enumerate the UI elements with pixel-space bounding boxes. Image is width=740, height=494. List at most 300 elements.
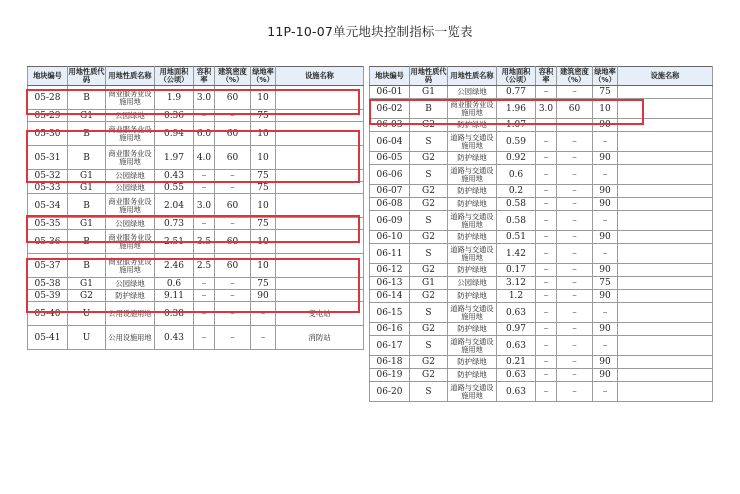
table-row <box>370 119 713 132</box>
far-cell: – <box>194 326 215 350</box>
land-name-cell: 防护绿地 <box>448 290 497 303</box>
area-cell: 1.42 <box>497 244 536 264</box>
green-rate-cell: 90 <box>593 369 618 382</box>
facility-cell <box>618 369 713 382</box>
land-name-cell: 道路与交通设施用地 <box>448 211 497 231</box>
land-name-cell: 防护绿地 <box>448 231 497 244</box>
land-name-cell: 防护绿地 <box>448 356 497 369</box>
table-row <box>28 170 364 182</box>
table-row <box>370 86 713 99</box>
far-cell: – <box>194 290 215 302</box>
land-code-cell: G1 <box>410 277 448 290</box>
green-rate-cell: – <box>251 302 276 326</box>
density-cell: – <box>215 182 251 194</box>
green-rate-cell: – <box>593 132 618 152</box>
density-cell: – <box>557 336 593 356</box>
land-name-cell: 公用设施用地 <box>106 302 155 326</box>
table-row <box>28 86 364 110</box>
table-header-row <box>28 67 364 86</box>
facility-cell: 变电站 <box>276 302 364 326</box>
land-code-cell: S <box>410 244 448 264</box>
land-name-cell: 公园绿地 <box>106 218 155 230</box>
land-name-cell: 道路与交通设施用地 <box>448 303 497 323</box>
facility-cell <box>618 86 713 99</box>
density-cell: – <box>215 302 251 326</box>
land-name-cell: 商业服务业设施用地 <box>106 122 155 146</box>
green-rate-cell: 90 <box>251 290 276 302</box>
table-row <box>370 369 713 382</box>
plot-id-cell: 06-06 <box>370 165 410 185</box>
land-code-cell: G1 <box>68 278 106 290</box>
plot-id-cell: 06-18 <box>370 356 410 369</box>
green-rate-cell: 90 <box>593 323 618 336</box>
far-cell: – <box>536 356 557 369</box>
land-name-cell: 公园绿地 <box>106 110 155 122</box>
area-cell: 0.6 <box>497 165 536 185</box>
area-cell: 0.73 <box>155 218 194 230</box>
table-row <box>370 290 713 303</box>
header-cell: 建筑密度（%） <box>215 67 251 86</box>
green-rate-cell: 75 <box>251 218 276 230</box>
green-rate-cell: – <box>593 303 618 323</box>
facility-cell <box>618 336 713 356</box>
green-rate-cell: – <box>593 211 618 231</box>
facility-cell <box>618 303 713 323</box>
far-cell: – <box>536 119 557 132</box>
land-code-cell: G2 <box>410 231 448 244</box>
header-cell: 绿地率（%） <box>594 66 616 84</box>
density-cell: – <box>557 152 593 165</box>
plot-id-cell: 06-02 <box>370 99 410 119</box>
land-code-cell: G1 <box>68 218 106 230</box>
facility-cell <box>618 99 713 119</box>
density-cell: – <box>557 356 593 369</box>
land-name-cell: 商业服务业设施用地 <box>106 230 155 254</box>
table-row <box>28 326 364 350</box>
facility-cell <box>618 231 713 244</box>
facility-cell <box>618 119 713 132</box>
header-cell: 地块编号 <box>370 67 410 86</box>
plot-id-cell: 06-13 <box>370 277 410 290</box>
far-cell: – <box>536 152 557 165</box>
facility-cell <box>618 244 713 264</box>
land-name-cell: 防护绿地 <box>448 185 497 198</box>
table-row <box>370 323 713 336</box>
far-cell: – <box>536 198 557 211</box>
density-cell: 60 <box>215 86 251 110</box>
land-code-cell: G2 <box>410 323 448 336</box>
green-rate-cell: 75 <box>251 278 276 290</box>
facility-cell <box>276 170 364 182</box>
table-row <box>28 290 364 302</box>
land-code-cell: B <box>68 86 106 110</box>
table-row <box>28 194 364 218</box>
table-row <box>370 198 713 211</box>
area-cell: 2.46 <box>155 254 194 278</box>
far-cell: 2.5 <box>194 254 215 278</box>
facility-cell <box>618 356 713 369</box>
facility-cell <box>276 86 364 110</box>
facility-cell <box>618 152 713 165</box>
plot-id-cell: 05-32 <box>28 170 68 182</box>
land-code-cell: S <box>410 382 448 402</box>
land-name-cell: 公用设施用地 <box>106 326 155 350</box>
plot-id-cell: 05-36 <box>28 230 68 254</box>
land-code-cell: B <box>68 194 106 218</box>
land-name-cell: 公园绿地 <box>448 86 497 99</box>
green-rate-cell: 90 <box>593 231 618 244</box>
land-code-cell: S <box>410 303 448 323</box>
plot-id-cell: 06-03 <box>370 119 410 132</box>
facility-cell <box>618 165 713 185</box>
area-cell: 0.38 <box>155 302 194 326</box>
land-code-cell: G2 <box>410 198 448 211</box>
header-cell: 容积率 <box>194 67 215 86</box>
area-cell: 0.63 <box>497 382 536 402</box>
land-code-cell: G1 <box>68 182 106 194</box>
green-rate-cell: 75 <box>251 110 276 122</box>
density-cell: – <box>215 290 251 302</box>
plot-id-cell: 05-33 <box>28 182 68 194</box>
table-row <box>28 230 364 254</box>
land-code-cell: S <box>410 132 448 152</box>
facility-cell <box>276 254 364 278</box>
right-control-table <box>369 66 713 402</box>
facility-cell <box>276 230 364 254</box>
far-cell: – <box>536 211 557 231</box>
density-cell: – <box>557 264 593 277</box>
header-cell: 用地面积（公顷） <box>497 67 536 86</box>
far-cell: – <box>536 185 557 198</box>
far-cell: – <box>194 182 215 194</box>
land-code-cell: G1 <box>68 110 106 122</box>
area-cell: 1.96 <box>497 99 536 119</box>
plot-id-cell: 05-41 <box>28 326 68 350</box>
header-cell: 设施名称 <box>618 67 713 86</box>
far-cell: – <box>194 110 215 122</box>
area-cell: 1.07 <box>497 119 536 132</box>
green-rate-cell: 90 <box>593 152 618 165</box>
area-cell: 0.2 <box>497 185 536 198</box>
land-code-cell: G2 <box>68 290 106 302</box>
far-cell: – <box>536 303 557 323</box>
green-rate-cell: 10 <box>593 99 618 119</box>
plot-id-cell: 05-29 <box>28 110 68 122</box>
header-cell: 用地面积（公顷） <box>155 67 194 86</box>
area-cell: 2.04 <box>155 194 194 218</box>
area-cell: 0.43 <box>155 326 194 350</box>
facility-cell <box>618 264 713 277</box>
area-cell: 0.51 <box>497 231 536 244</box>
green-rate-cell: 75 <box>593 277 618 290</box>
plot-id-cell: 06-05 <box>370 152 410 165</box>
green-rate-cell: – <box>593 336 618 356</box>
density-cell: 60 <box>215 146 251 170</box>
land-code-cell: G2 <box>410 356 448 369</box>
far-cell: 6.0 <box>194 122 215 146</box>
land-name-cell: 公园绿地 <box>106 182 155 194</box>
table-row <box>370 185 713 198</box>
land-name-cell: 公园绿地 <box>106 278 155 290</box>
green-rate-cell: – <box>593 382 618 402</box>
plot-id-cell: 05-37 <box>28 254 68 278</box>
land-name-cell: 道路与交通设施用地 <box>448 244 497 264</box>
plot-id-cell: 06-08 <box>370 198 410 211</box>
area-cell: 0.17 <box>497 264 536 277</box>
facility-cell <box>276 218 364 230</box>
far-cell: – <box>194 278 215 290</box>
table-row <box>370 211 713 231</box>
land-code-cell: B <box>68 230 106 254</box>
plot-id-cell: 05-34 <box>28 194 68 218</box>
area-cell: 0.6 <box>155 278 194 290</box>
far-cell: – <box>194 170 215 182</box>
table-row <box>28 218 364 230</box>
area-cell: 0.58 <box>497 211 536 231</box>
land-code-cell: G2 <box>410 369 448 382</box>
plot-id-cell: 05-35 <box>28 218 68 230</box>
density-cell: – <box>557 303 593 323</box>
green-rate-cell: 75 <box>251 170 276 182</box>
density-cell: – <box>215 278 251 290</box>
page-title: 11P-10-07单元地块控制指标一览表 <box>267 24 473 39</box>
area-cell: 1.97 <box>155 146 194 170</box>
table-row <box>370 132 713 152</box>
header-cell: 绿地率（%） <box>252 66 274 84</box>
plot-id-cell: 06-04 <box>370 132 410 152</box>
land-name-cell: 道路与交通设施用地 <box>448 336 497 356</box>
plot-id-cell: 05-39 <box>28 290 68 302</box>
facility-cell <box>276 110 364 122</box>
table-row <box>370 244 713 264</box>
area-cell: 9.11 <box>155 290 194 302</box>
table-row <box>370 336 713 356</box>
density-cell: 60 <box>215 122 251 146</box>
density-cell: – <box>215 110 251 122</box>
table-row <box>370 356 713 369</box>
facility-cell <box>276 122 364 146</box>
green-rate-cell: 10 <box>251 254 276 278</box>
table-row <box>28 302 364 326</box>
green-rate-cell: 90 <box>593 356 618 369</box>
density-cell: – <box>557 290 593 303</box>
far-cell: 3.5 <box>194 230 215 254</box>
facility-cell <box>618 132 713 152</box>
density-cell: – <box>557 185 593 198</box>
header-cell: 用地性质代码 <box>68 66 105 84</box>
far-cell: 3.0 <box>194 194 215 218</box>
density-cell: – <box>557 244 593 264</box>
header-cell: 设施名称 <box>276 67 364 86</box>
far-cell: 3.0 <box>194 86 215 110</box>
area-cell: 0.77 <box>497 86 536 99</box>
facility-cell <box>618 382 713 402</box>
table-row <box>28 182 364 194</box>
far-cell: – <box>536 290 557 303</box>
area-cell: 0.63 <box>497 303 536 323</box>
plot-id-cell: 06-09 <box>370 211 410 231</box>
land-name-cell: 防护绿地 <box>448 119 497 132</box>
density-cell: – <box>215 170 251 182</box>
green-rate-cell: 10 <box>251 122 276 146</box>
header-cell: 容积率 <box>536 67 557 86</box>
green-rate-cell: 10 <box>251 86 276 110</box>
table-row <box>370 303 713 323</box>
green-rate-cell: – <box>593 244 618 264</box>
table-row <box>370 231 713 244</box>
table-row <box>28 110 364 122</box>
far-cell: – <box>536 165 557 185</box>
far-cell: – <box>536 231 557 244</box>
table-row <box>370 152 713 165</box>
facility-cell <box>276 182 364 194</box>
header-cell: 用地性质名称 <box>448 67 497 86</box>
area-cell: 0.43 <box>155 170 194 182</box>
density-cell: – <box>557 132 593 152</box>
plot-id-cell: 05-31 <box>28 146 68 170</box>
land-name-cell: 公园绿地 <box>448 277 497 290</box>
table-row <box>28 146 364 170</box>
table-row <box>28 278 364 290</box>
header-cell: 用地性质代码 <box>410 66 447 84</box>
area-cell: 1.2 <box>497 290 536 303</box>
facility-cell <box>618 277 713 290</box>
area-cell: 0.21 <box>497 356 536 369</box>
land-name-cell: 商业服务业设施用地 <box>106 254 155 278</box>
far-cell: – <box>536 277 557 290</box>
far-cell: – <box>194 302 215 326</box>
land-code-cell: S <box>410 165 448 185</box>
far-cell: – <box>536 264 557 277</box>
land-code-cell: G2 <box>410 290 448 303</box>
area-cell: 0.63 <box>497 369 536 382</box>
far-cell: 4.0 <box>194 146 215 170</box>
density-cell: – <box>557 231 593 244</box>
header-cell: 地块编号 <box>28 67 68 86</box>
facility-cell: 消防站 <box>276 326 364 350</box>
green-rate-cell: 90 <box>593 185 618 198</box>
land-name-cell: 商业服务业设施用地 <box>448 99 497 119</box>
plot-id-cell: 06-19 <box>370 369 410 382</box>
facility-cell <box>618 185 713 198</box>
green-rate-cell: – <box>593 165 618 185</box>
density-cell: – <box>215 218 251 230</box>
density-cell: – <box>557 382 593 402</box>
facility-cell <box>618 198 713 211</box>
plot-id-cell: 06-11 <box>370 244 410 264</box>
green-rate-cell: 90 <box>593 264 618 277</box>
far-cell: – <box>536 323 557 336</box>
green-rate-cell: 10 <box>251 230 276 254</box>
table-row <box>370 382 713 402</box>
green-rate-cell: 90 <box>593 290 618 303</box>
header-cell: 用地性质名称 <box>106 67 155 86</box>
density-cell: – <box>557 323 593 336</box>
plot-id-cell: 05-28 <box>28 86 68 110</box>
far-cell: – <box>536 336 557 356</box>
area-cell: 0.36 <box>155 110 194 122</box>
far-cell: – <box>536 86 557 99</box>
area-cell: 0.59 <box>497 132 536 152</box>
header-cell: 建筑密度（%） <box>557 67 593 86</box>
density-cell: 60 <box>215 194 251 218</box>
land-code-cell: G1 <box>410 86 448 99</box>
left-control-table <box>27 66 364 350</box>
land-code-cell: G1 <box>68 170 106 182</box>
plot-id-cell: 05-40 <box>28 302 68 326</box>
land-code-cell: S <box>410 336 448 356</box>
plot-id-cell: 05-38 <box>28 278 68 290</box>
green-rate-cell: 75 <box>593 86 618 99</box>
plot-id-cell: 06-14 <box>370 290 410 303</box>
land-name-cell: 商业服务业设施用地 <box>106 86 155 110</box>
plot-id-cell: 06-01 <box>370 86 410 99</box>
plot-id-cell: 06-10 <box>370 231 410 244</box>
density-cell: – <box>557 198 593 211</box>
area-cell: 0.58 <box>497 198 536 211</box>
land-name-cell: 防护绿地 <box>448 152 497 165</box>
far-cell: – <box>536 132 557 152</box>
density-cell: 60 <box>557 99 593 119</box>
table-row <box>28 122 364 146</box>
far-cell: – <box>194 218 215 230</box>
facility-cell <box>276 194 364 218</box>
area-cell: 2.51 <box>155 230 194 254</box>
area-cell: 0.92 <box>497 152 536 165</box>
table-row <box>370 277 713 290</box>
area-cell: 3.12 <box>497 277 536 290</box>
green-rate-cell: 10 <box>251 194 276 218</box>
table-row <box>370 165 713 185</box>
facility-cell <box>276 278 364 290</box>
green-rate-cell: 90 <box>593 119 618 132</box>
land-name-cell: 公园绿地 <box>106 170 155 182</box>
area-cell: 0.97 <box>497 323 536 336</box>
area-cell: 0.94 <box>155 122 194 146</box>
plot-id-cell: 06-15 <box>370 303 410 323</box>
far-cell: – <box>536 369 557 382</box>
land-name-cell: 商业服务业设施用地 <box>106 146 155 170</box>
plot-id-cell: 06-16 <box>370 323 410 336</box>
land-code-cell: G2 <box>410 185 448 198</box>
land-name-cell: 道路与交通设施用地 <box>448 165 497 185</box>
facility-cell <box>276 146 364 170</box>
land-code-cell: G2 <box>410 152 448 165</box>
facility-cell <box>618 323 713 336</box>
area-cell: 0.55 <box>155 182 194 194</box>
land-name-cell: 防护绿地 <box>106 290 155 302</box>
land-code-cell: B <box>68 122 106 146</box>
far-cell: 3.0 <box>536 99 557 119</box>
plot-id-cell: 06-12 <box>370 264 410 277</box>
green-rate-cell: – <box>251 326 276 350</box>
table-row <box>370 99 713 119</box>
land-name-cell: 防护绿地 <box>448 198 497 211</box>
land-code-cell: B <box>68 146 106 170</box>
density-cell: – <box>215 326 251 350</box>
table-row <box>370 264 713 277</box>
land-code-cell: G2 <box>410 119 448 132</box>
land-code-cell: B <box>68 254 106 278</box>
land-name-cell: 防护绿地 <box>448 369 497 382</box>
density-cell: – <box>557 165 593 185</box>
land-code-cell: B <box>410 99 448 119</box>
plot-id-cell: 06-07 <box>370 185 410 198</box>
table-row <box>28 254 364 278</box>
area-cell: 1.9 <box>155 86 194 110</box>
land-code-cell: G2 <box>410 264 448 277</box>
plot-id-cell: 06-20 <box>370 382 410 402</box>
